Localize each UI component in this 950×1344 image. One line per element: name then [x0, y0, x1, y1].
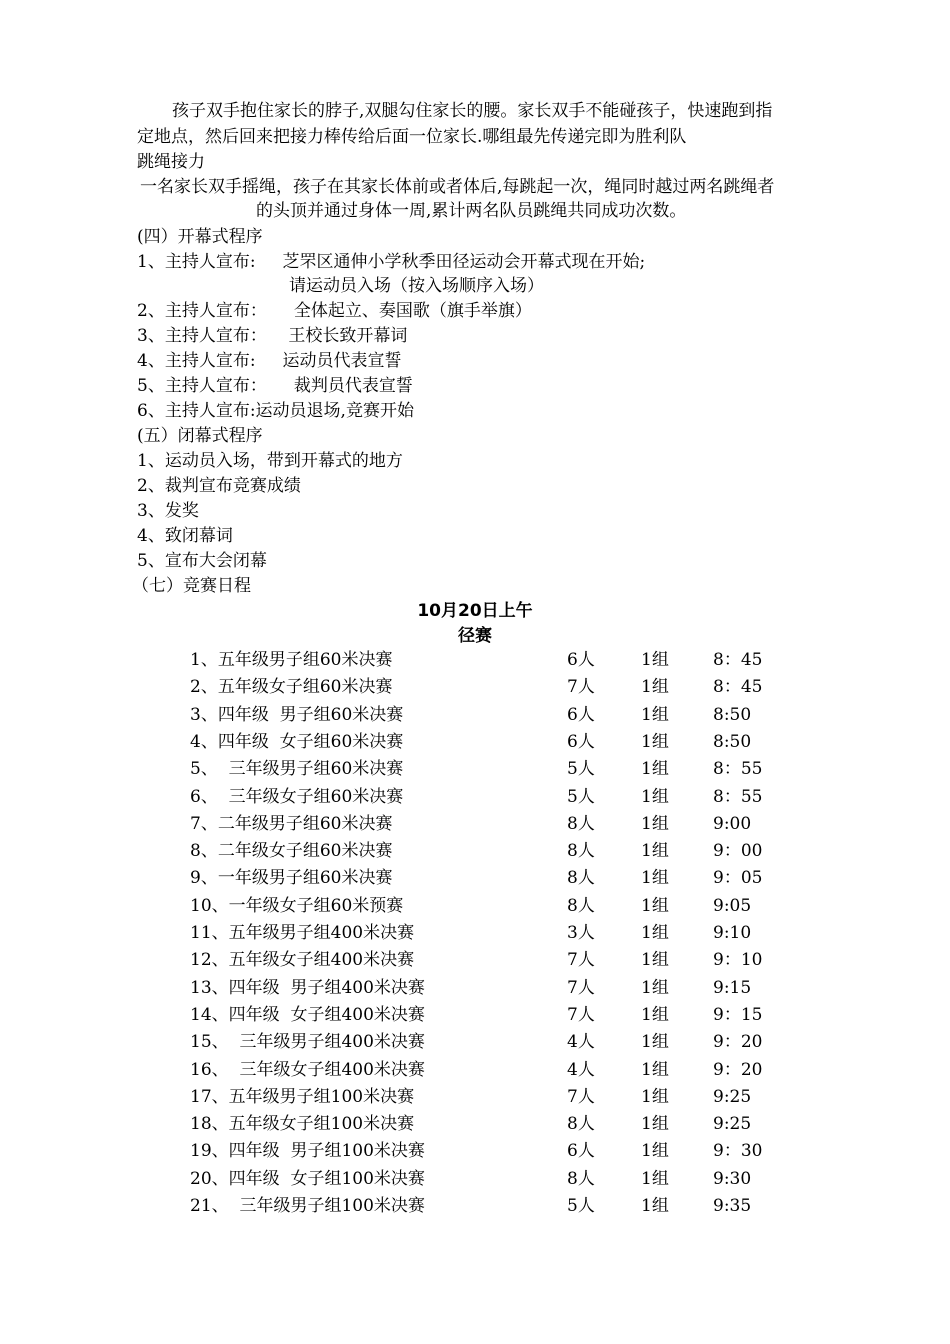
schedule-date-title: 10月20日上午	[417, 601, 533, 621]
event-name: 8、二年级女子组60米决赛	[190, 841, 393, 862]
table-row	[0, 647, 950, 674]
athlete-count: 7人	[567, 1086, 595, 1107]
event-name: 1、五年级男子组60米决赛	[190, 650, 393, 670]
table-row	[0, 1084, 950, 1111]
table-row	[0, 1002, 950, 1029]
table-row	[0, 1138, 950, 1165]
opening-item: 4、主持人宣布: 运动员代表宣誓	[137, 351, 402, 371]
start-time: 9：15	[713, 1004, 763, 1025]
heat-count: 1组	[641, 1114, 669, 1135]
start-time: 9：20	[713, 1059, 763, 1080]
event-name: 7、二年级男子组60米决赛	[190, 813, 393, 834]
relay-rule-line-1: 孩子双手抱住家长的脖子,双腿勾住家长的腰。家长双手不能碰孩子，快速跑到指	[172, 101, 773, 121]
heat-count: 1组	[641, 977, 669, 998]
athlete-count: 8人	[567, 895, 595, 916]
athlete-count: 4人	[567, 1032, 595, 1053]
heat-count: 1组	[641, 677, 669, 698]
event-name: 3、四年级 男子组60米决赛	[190, 704, 404, 725]
athlete-count: 8人	[567, 868, 595, 889]
heat-count: 1组	[641, 704, 669, 725]
table-row	[0, 729, 950, 756]
heat-count: 1组	[641, 1032, 669, 1053]
table-row	[0, 838, 950, 865]
athlete-count: 5人	[567, 1196, 595, 1216]
athlete-count: 5人	[567, 759, 595, 780]
athlete-count: 6人	[567, 650, 595, 670]
start-time: 8：55	[713, 786, 763, 807]
event-name: 4、四年级 女子组60米决赛	[190, 731, 404, 752]
start-time: 8：45	[713, 677, 763, 698]
start-time: 9:35	[713, 1196, 752, 1216]
heat-count: 1组	[641, 923, 669, 943]
athlete-count: 7人	[567, 977, 595, 998]
heat-count: 1组	[641, 1168, 669, 1189]
event-name: 13、四年级 男子组400米决赛	[190, 977, 425, 998]
athlete-count: 6人	[567, 704, 595, 725]
heat-count: 1组	[641, 731, 669, 752]
relay-rule-line-2: 定地点，然后回来把接力棒传给后面一位家长.哪组最先传递完即为胜利队	[137, 127, 687, 147]
start-time: 8：45	[713, 650, 763, 670]
start-time: 9:05	[713, 895, 752, 916]
jump-rope-title: 跳绳接力	[137, 152, 205, 172]
event-name: 20、四年级 女子组100米决赛	[190, 1168, 425, 1189]
event-name: 10、一年级女子组60米预赛	[190, 895, 404, 916]
table-row	[0, 865, 950, 892]
start-time: 8:50	[713, 704, 752, 725]
schedule-section-title: 径赛	[458, 626, 492, 646]
heat-count: 1组	[641, 868, 669, 889]
opening-item: 2、主持人宣布： 全体起立、奏国歌（旗手举旗）	[137, 301, 532, 321]
heat-count: 1组	[641, 1086, 669, 1107]
jump-rope-rule-line-1: 一名家长双手摇绳，孩子在其家长体前或者体后,每跳起一次，绳同时越过两名跳绳者	[140, 177, 775, 197]
athlete-count: 6人	[567, 1141, 595, 1162]
opening-item: 1、主持人宣布: 芝罘区通伸小学秋季田径运动会开幕式现在开始;	[137, 252, 646, 272]
athlete-count: 5人	[567, 786, 595, 807]
athlete-count: 4人	[567, 1059, 595, 1080]
table-row	[0, 674, 950, 701]
start-time: 9：20	[713, 1032, 763, 1053]
table-row	[0, 1057, 950, 1084]
heat-count: 1组	[641, 786, 669, 807]
heat-count: 1组	[641, 1059, 669, 1080]
opening-item: 5、主持人宣布： 裁判员代表宣誓	[137, 376, 413, 396]
opening-item: 6、主持人宣布:运动员退场,竞赛开始	[137, 401, 414, 421]
event-name: 12、五年级女子组400米决赛	[190, 950, 415, 971]
start-time: 9:25	[713, 1114, 752, 1135]
table-row	[0, 893, 950, 920]
event-name: 5、 三年级男子组60米决赛	[190, 759, 404, 780]
heat-count: 1组	[641, 1141, 669, 1162]
event-name: 18、五年级女子组100米决赛	[190, 1114, 415, 1135]
heat-count: 1组	[641, 841, 669, 862]
opening-item: 请运动员入场（按入场顺序入场）	[289, 276, 544, 296]
table-row	[0, 811, 950, 838]
event-name: 14、四年级 女子组400米决赛	[190, 1004, 425, 1025]
event-name: 6、 三年级女子组60米决赛	[190, 786, 404, 807]
athlete-count: 8人	[567, 813, 595, 834]
heat-count: 1组	[641, 1004, 669, 1025]
event-name: 11、五年级男子组400米决赛	[190, 923, 415, 943]
heat-count: 1组	[641, 1196, 669, 1216]
table-row	[0, 920, 950, 947]
event-name: 17、五年级男子组100米决赛	[190, 1086, 415, 1107]
closing-item: 2、裁判宣布竞赛成绩	[137, 476, 301, 496]
heat-count: 1组	[641, 950, 669, 971]
athlete-count: 6人	[567, 731, 595, 752]
table-row	[0, 702, 950, 729]
event-name: 19、四年级 男子组100米决赛	[190, 1141, 425, 1162]
table-row	[0, 975, 950, 1002]
closing-item: 3、发奖	[137, 501, 199, 521]
start-time: 9：00	[713, 841, 763, 862]
event-name: 16、 三年级女子组400米决赛	[190, 1059, 425, 1080]
start-time: 9:25	[713, 1086, 752, 1107]
athlete-count: 7人	[567, 950, 595, 971]
start-time: 9：05	[713, 868, 763, 889]
closing-item: 4、致闭幕词	[137, 526, 233, 546]
event-name: 21、 三年级男子组100米决赛	[190, 1196, 425, 1216]
table-row	[0, 1166, 950, 1193]
table-row	[0, 1111, 950, 1138]
table-row	[0, 1193, 950, 1220]
heat-count: 1组	[641, 759, 669, 780]
closing-item: 5、宣布大会闭幕	[137, 551, 267, 571]
schedule-heading: （七）竞赛日程	[132, 576, 251, 596]
start-time: 9:10	[713, 923, 752, 943]
closing-heading: (五）闭幕式程序	[137, 426, 263, 446]
table-row	[0, 784, 950, 811]
start-time: 9:30	[713, 1168, 752, 1189]
closing-item: 1、运动员入场，带到开幕式的地方	[137, 451, 403, 471]
athlete-count: 8人	[567, 841, 595, 862]
heat-count: 1组	[641, 813, 669, 834]
start-time: 8:50	[713, 731, 752, 752]
opening-item: 3、主持人宣布： 王校长致开幕词	[137, 326, 408, 346]
event-name: 15、 三年级男子组400米决赛	[190, 1032, 425, 1053]
start-time: 9：30	[713, 1141, 763, 1162]
athlete-count: 8人	[567, 1168, 595, 1189]
athlete-count: 7人	[567, 1004, 595, 1025]
heat-count: 1组	[641, 650, 669, 670]
start-time: 9：10	[713, 950, 763, 971]
table-row	[0, 947, 950, 974]
start-time: 9:00	[713, 813, 752, 834]
event-name: 9、一年级男子组60米决赛	[190, 868, 393, 889]
athlete-count: 8人	[567, 1114, 595, 1135]
table-row	[0, 1029, 950, 1056]
start-time: 8：55	[713, 759, 763, 780]
event-name: 2、五年级女子组60米决赛	[190, 677, 393, 698]
athlete-count: 7人	[567, 677, 595, 698]
athlete-count: 3人	[567, 923, 595, 943]
table-row	[0, 756, 950, 783]
heat-count: 1组	[641, 895, 669, 916]
start-time: 9:15	[713, 977, 752, 998]
jump-rope-rule-line-2: 的头顶并通过身体一周,累计两名队员跳绳共同成功次数。	[256, 201, 687, 221]
opening-heading: (四）开幕式程序	[137, 227, 263, 247]
